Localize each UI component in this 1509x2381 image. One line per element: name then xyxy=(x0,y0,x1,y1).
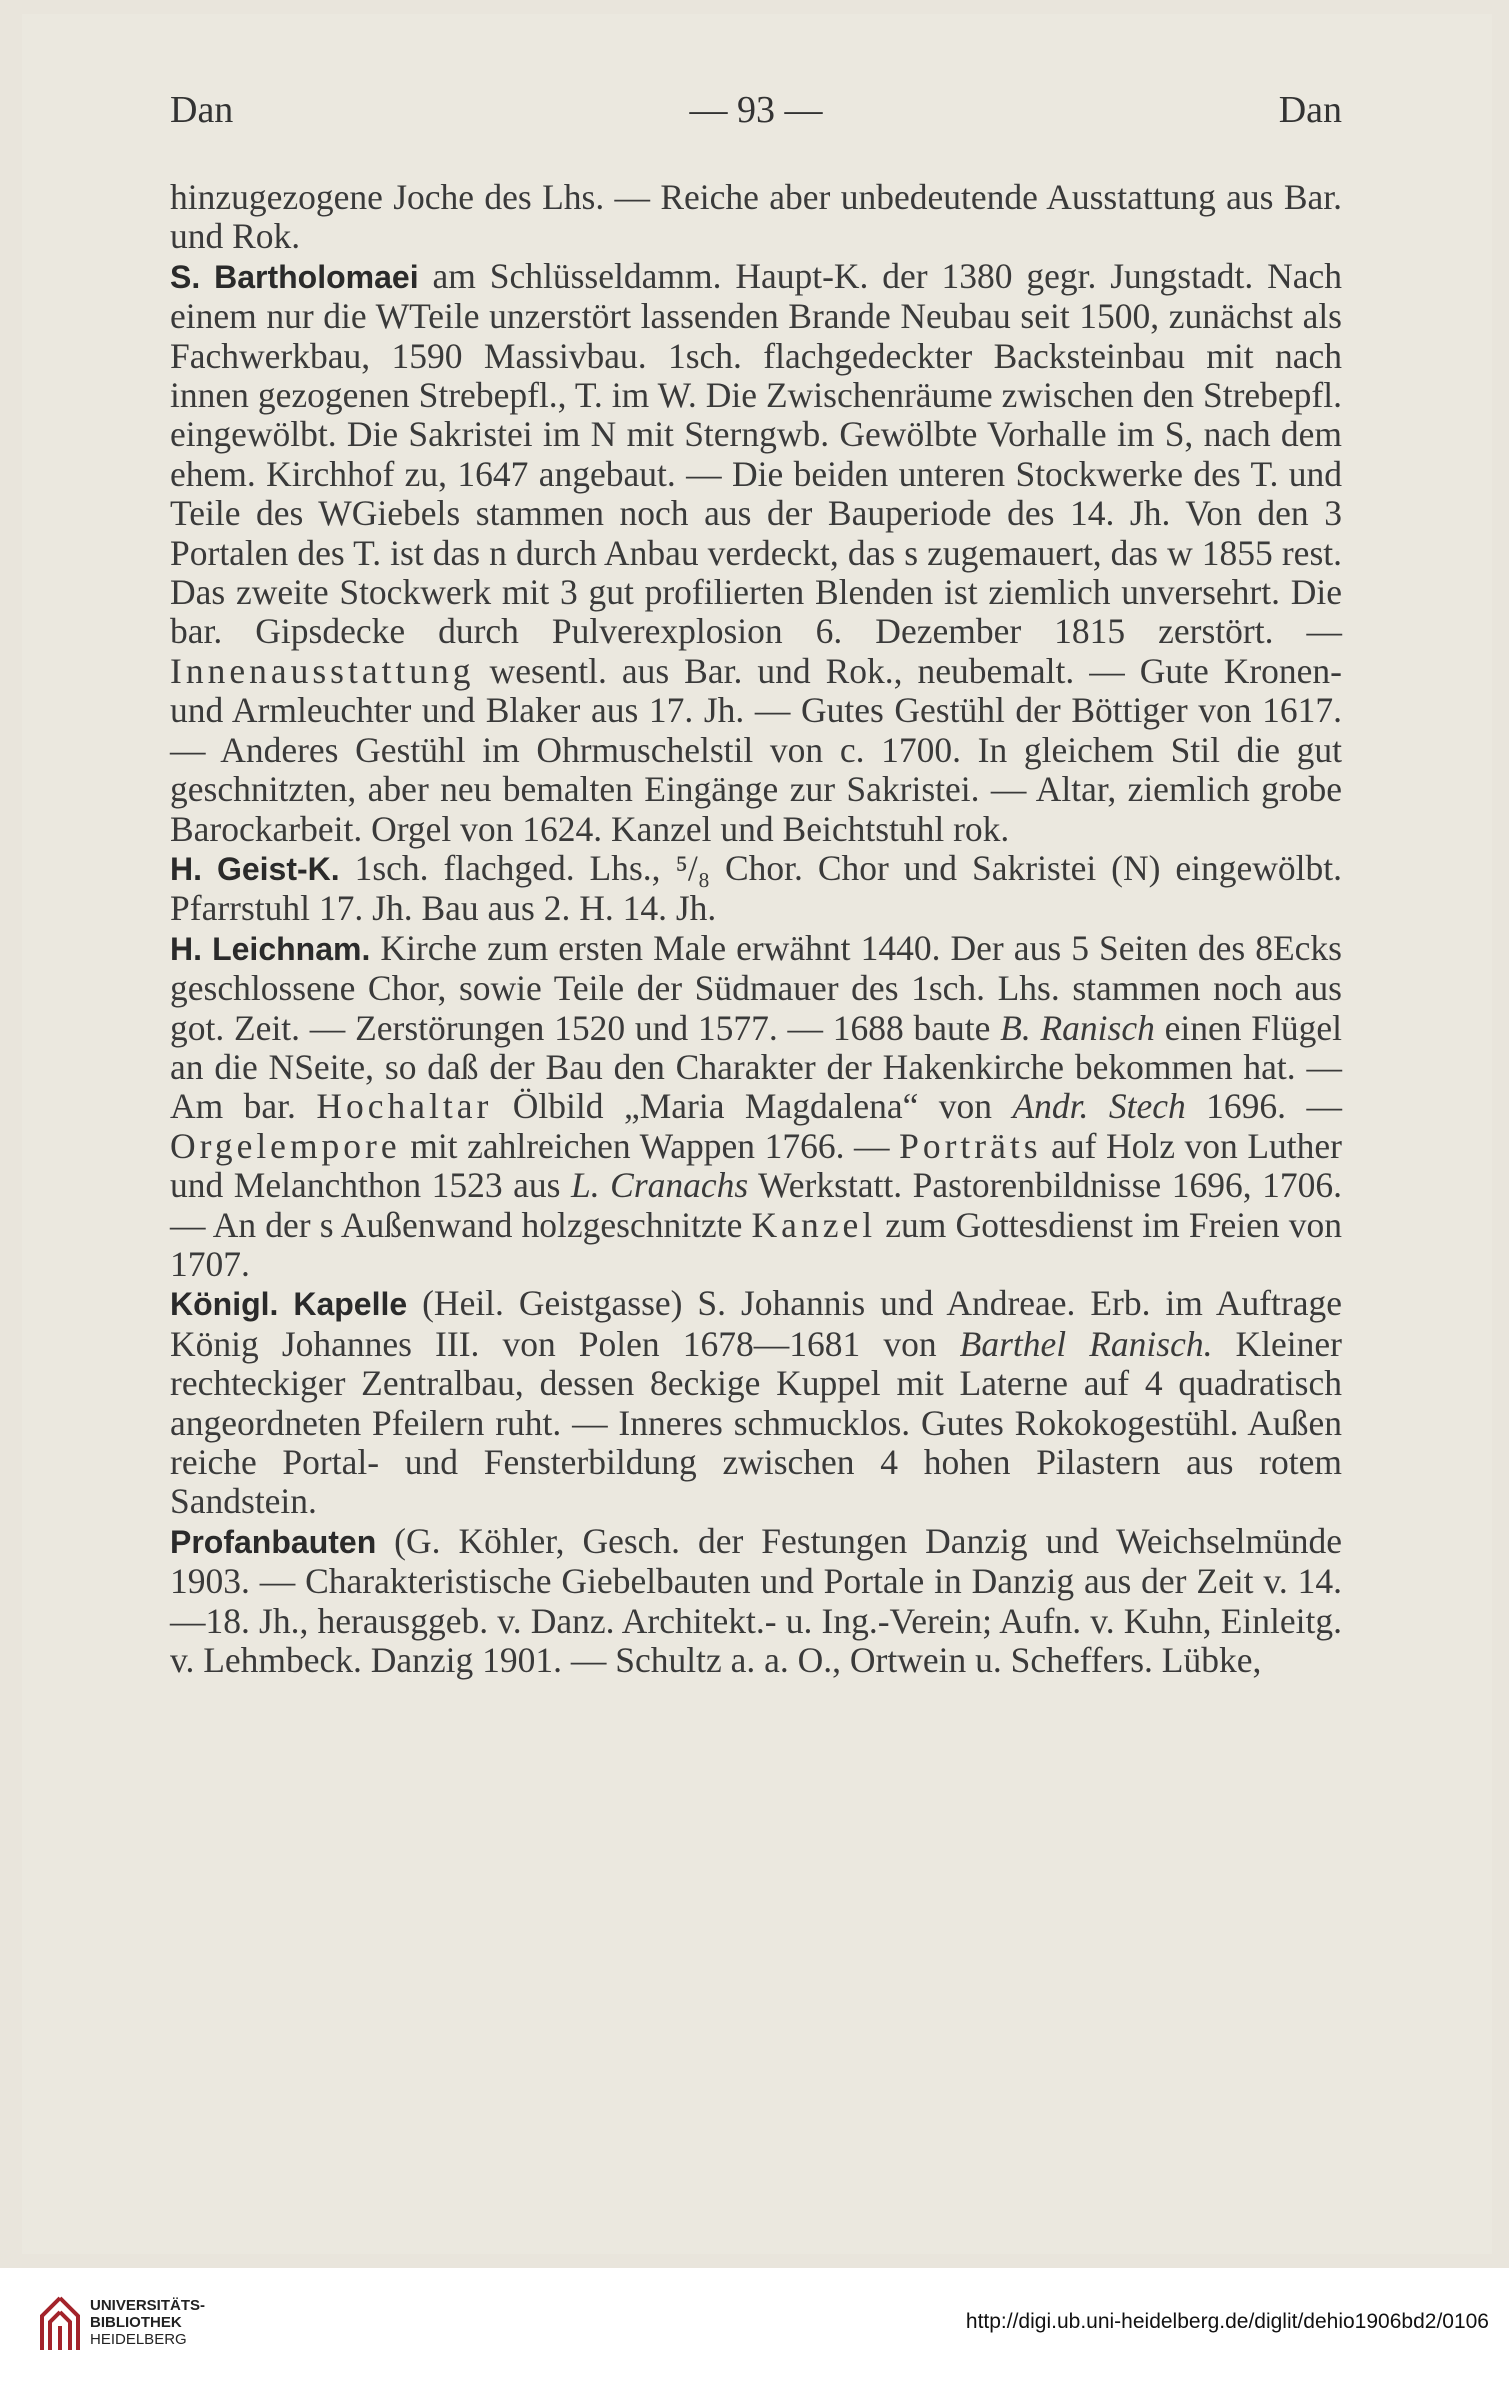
entry-head: Königl. Kapelle xyxy=(170,1286,408,1323)
entry-koenigliche-kapelle xyxy=(170,1284,1342,1521)
spaced-term: Porträts xyxy=(899,1125,1042,1166)
spaced-term: Kanzel xyxy=(751,1204,877,1245)
entry-text: Werkstatt. Pastorenbildnisse 1696, 1706. — An der s Außenwand holzgeschnitzte xyxy=(170,1165,1342,1245)
library-logo-icon xyxy=(38,2294,82,2354)
spaced-term: Hochaltar xyxy=(316,1086,493,1127)
body-text xyxy=(170,178,1342,1680)
entry-leichnam xyxy=(170,929,1342,1285)
entry-head: H. Leichnam. xyxy=(170,930,371,967)
running-head xyxy=(170,88,1342,138)
page-number: — 93 — xyxy=(689,89,823,131)
entry-text: zum Gottesdienst im Freien von 1707. xyxy=(170,1204,1342,1284)
entry-text: mit zahlreichen Wappen 1766. — xyxy=(400,1125,900,1166)
spaced-term: Orgelempore xyxy=(170,1125,401,1166)
library-logo-text: UNIVERSITÄTS- BIBLIOTHEK HEIDELBERG xyxy=(90,2297,206,2348)
entry-text: Kirche zum ersten Male erwähnt 1440. Der aus 5 Seiten des 8Ecks geschlossene Chor, sowie Teile der Südmauer des 1sch. Lhs. stammen noch aus got. Zeit. — Zerstörungen 1520 und 1577. — 1688 baute xyxy=(170,927,1342,1048)
entry-text: wesentl. aus Bar. und Rok., neubemalt. — Gute Kronen- und Armleuchter und Blaker aus 17. Jh. — Gutes Gestühl der Böttiger von 1617. — Anderes Gestühl im Ohrmuschelstil von c. 1700. In gleichem Stil die gut geschnitzten, aber neu bemalten Eingänge zur Sakristei. — Altar, ziemlich grobe Barockarbeit. Orgel von 1624. Kanzel und Beichtstuhl rok. xyxy=(170,650,1342,849)
entry-bartholomaei xyxy=(170,257,1342,849)
artist-name: Andr. Stech xyxy=(1012,1086,1186,1127)
entry-head: S. Bartholomaei xyxy=(170,258,419,295)
header-right-keyword: Dan xyxy=(1278,89,1342,131)
entry-head: H. Geist-K. xyxy=(170,850,340,887)
entry-text: auf Holz von Luther und Melanchthon 1523 aus xyxy=(170,1125,1342,1206)
paragraph-continuation: hinzugezogene Joche des Lhs. — Reiche aber unbedeutende Ausstattung aus Bar. und Rok. xyxy=(170,177,1342,257)
header-left-keyword: Dan xyxy=(170,89,234,131)
entry-text: am Schlüsseldamm. Haupt-K. der 1380 gegr. Jungstadt. Nach einem nur die WTeile unzerstört lassenden Brande Neubau seit 1500, zunächst als Fachwerkbau, 1590 Massivbau. 1sch. flachgedeckter Backsteinbau mit nach innen gezogenen Strebepfl., T. im W. Die Zwischenräume zwischen den Strebepfl. eingewölbt. Die Sakristei im N mit Sterngwb. Gewölbte Vorhalle im S, nach dem ehem. Kirchhof zu, 1647 angebaut. — Die beiden unteren Stockwerke des T. und Teile des WGiebels stammen noch aus der Bauperiode des 14. Jh. Von den 3 Portalen des T. ist das n durch Anbau verdeckt, das s zugemauert, das w 1855 rest. Das zweite Stockwerk mit 3 gut profilierten Blenden ist ziemlich unversehrt. Die bar. Gipsdecke durch Pulverexplosion 6. Dezember 1815 zerstört. — xyxy=(170,255,1342,652)
entry-text: (Heil. Geistgasse) S. Johannis und Andreae. Erb. im Auftrage König Johannes III. von Polen 1678—1681 von xyxy=(170,1283,1342,1364)
entry-text: (G. Köhler, Gesch. der Festungen Danzig und Weichselmünde 1903. — Charakteristische Giebelbauten und Portale in Danzig aus der Zeit v. 14.—18. Jh., herausggeb. v. Danz. Architekt.- u. Ing.-Verein; Aufn. v. Kuhn, Einleitg. v. Lehmbeck. Danzig 1901. — Schultz a. a. O., Ortwein u. Scheffers. Lübke, xyxy=(170,1520,1342,1681)
entry-text: Ölbild „Maria Magdalena“ von xyxy=(492,1086,1013,1127)
source-url-link[interactable]: http://digi.ub.uni-heidelberg.de/diglit/dehio1906bd2/0106 xyxy=(965,2310,1489,2333)
artist-name: L. Cranachs xyxy=(571,1165,749,1206)
entry-text: 1696. — xyxy=(1185,1086,1342,1127)
footer-bar xyxy=(0,2268,1509,2381)
entry-geist-kirche xyxy=(170,849,1342,929)
artist-name: B. Ranisch xyxy=(1000,1007,1155,1048)
entry-text: 1sch. flachged. Lhs., ⁵/₈ Chor. Chor und Sakristei (N) eingewölbt. Pfarrstuhl 17. Jh. Bau aus 2. H. 14. Jh. xyxy=(170,847,1343,929)
entry-text: Kleiner rechteckiger Zentralbau, dessen 8eckige Kuppel mit Laterne auf 4 quadratisch angeordneten Pfeilern ruht. — Inneres schmucklos. Gutes Rokokogestühl. Außen reiche Portal- und Fensterbildung zwischen 4 hohen Pilastern aus rotem Sandstein. xyxy=(170,1323,1342,1522)
entry-head: Profanbauten xyxy=(170,1523,377,1560)
entry-profanbauten xyxy=(170,1522,1342,1681)
entry-text: einen Flügel an die NSeite, so daß der Bau den Charakter der Hakenkirche bekommen hat. — Am bar. xyxy=(170,1007,1342,1127)
artist-name: Barthel Ranisch. xyxy=(959,1323,1213,1364)
spaced-term: Innenausstattung xyxy=(170,650,475,691)
